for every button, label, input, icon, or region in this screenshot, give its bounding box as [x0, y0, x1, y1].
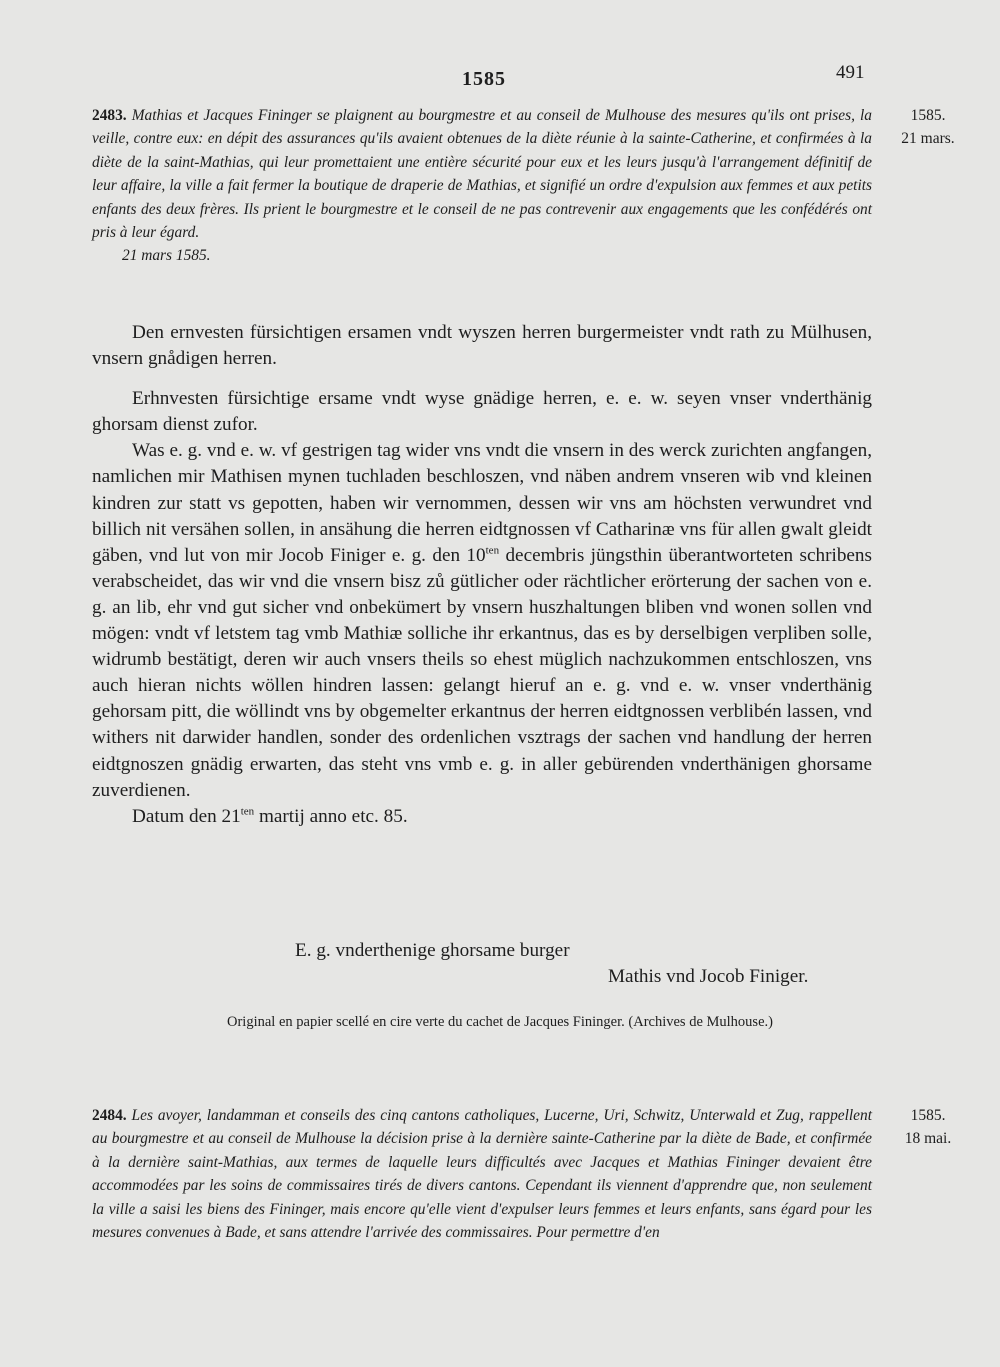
entry-2483-date-line: 21 mars 1585.	[122, 247, 211, 265]
entry-2484-margin-year: 1585.	[910, 1107, 946, 1124]
letter-datum-part1: Datum den 21	[132, 805, 241, 827]
letter-body-part2: decembris jüngsthin überantworteten schribens verabscheidet, das wir vnd die vnsern bisz zů gütlicher oder rächtlicher erörterung der sachen von e. g. an lib, ehr vnd gut sicher vnd onbekümert by vnsern huszhaltungen bliben vnd wonen sollen vnd mögen: vndt vf letstem tag vmb Mathiæ solliche ihr erkantnus, das es by derselbigen verpliben solle, widrumb bestätigt, deren wir auch vnsers theils so ehest müglich nachzukommen entschloszen, vns auch hieran nichts wöllen hindren lassen: gelangt hieruf an e. g. vnd e. w. vnser vnderthänig gehorsam pitt, die wöllindt vns by obgemelter erkantnus der herren eidtgnossen verblibén lassen, vnd withers nit darwider handlen, sonder des ordenlichen vsztrags der sachen vnd handlung der herren eidtgnoszen gnädig erwarten, das steht vns vmb e. g. in aller gebürenden vnderthänigen ghorsame zuverdienen.	[92, 544, 872, 801]
entry-2484-margin-date	[888, 1104, 968, 1150]
entry-2483-margin-date	[888, 104, 968, 150]
entry-2483-letter	[92, 320, 872, 830]
letter-body-part1: Was e. g. vnd e. w. vf gestrigen tag wider vns vndt die vnsern in des werck zurichten angfangen, namlichen mir Mathisen mynen tuchladen beschloszen, vnd näben andrem vnseren wib vnd kleinen kindren zur statt vs gepotten, haben wir vernommen, dessen wir vns am höchsten verwundret vnd billich nit versähen sollen, in ansähung die herren eidtgnossen vf Catharinæ vns für allen gwalt gleidt gäben, vnd lut von mir Jocob Finiger e. g. den 10	[92, 440, 872, 566]
letter-datum-superscript: ten	[240, 805, 255, 818]
signature-line-2: Mathis vnd Jocob Finiger.	[608, 966, 809, 987]
entry-2484-summary-text: Les avoyer, landamman et conseils des cinq cantons catholiques, Lucerne, Uri, Schwitz, Unterwald et Zug, rappellent au bourgmestre et au conseil de Mulhouse la décision prise à la dernière sainte-Catherine par la diète de Bade, et confirmée à la dernière saint-Mathias, aux termes de laquelle leurs difficultés avec Jacques et Mathias Fininger devaient être accommodées par les soins de commissaires tirés de divers cantons. Cependant ils viennent d'apprendre que, non seulement la ville a saisi les biens des Fininger, mais encore qu'elle vient d'expulser leurs femmes et leurs enfants, sans égard pour les mesures convenues à Bade, et sans attendre l'arrivée des commissaires. Pour permettre d'en	[92, 1107, 872, 1242]
letter-datum	[92, 804, 872, 830]
entry-2484-summary	[92, 1104, 872, 1244]
signature-line-1: E. g. vnderthenige ghorsame burger	[295, 940, 570, 961]
page-number: 491	[836, 62, 865, 83]
page-header-year: 1585	[462, 68, 506, 90]
source-note: Original en papier scellé en cire verte du cachet de Jacques Fininger. (Archives de Mulhouse.)	[227, 1014, 773, 1030]
entry-2483-summary	[92, 104, 872, 268]
letter-body	[92, 438, 872, 803]
letter-salutation: Erhnvesten fürsichtige ersame vndt wyse gnädige herren, e. e. w. seyen vnser vnderthänig ghorsam dienst zufor.	[92, 388, 872, 436]
entry-2484-margin-day: 18 mai.	[904, 1130, 952, 1147]
entry-2483-summary-text: Mathias et Jacques Fininger se plaignent au bourgmestre et au conseil de Mulhouse des mesures qu'ils ont prises, la veille, contre eux: en dépit des assurances qu'ils avaient obtenues de la diète réunie à la sainte-Catherine, et confirmées à la diète de la saint-Mathias, qui leur promettaient une entière sécurité pour eux et les leurs jusqu'à l'arrangement définitif de leur affaire, la ville a fait fermer la boutique de draperie de Mathias, et signifié un ordre d'expulsion aux femmes et aux petits enfants des deux frères. Ils prient le bourgmestre et le conseil de ne pas contrevenir aux engagements que les confédérés ont pris à leur égard.	[92, 107, 872, 242]
entry-2484-number: 2484.	[92, 1107, 127, 1124]
entry-2483-margin-year: 1585.	[910, 107, 946, 124]
entry-2483-margin-day: 21 mars.	[901, 130, 955, 147]
letter-address: Den ernvesten fürsichtigen ersamen vndt wyszen herren burgermeister vndt rath zu Mülhusen, vnsern gnådigen herren.	[92, 322, 872, 370]
letter-body-superscript: ten	[485, 544, 500, 557]
letter-datum-part2: martij anno etc. 85.	[254, 805, 408, 827]
entry-2483-number: 2483.	[92, 107, 127, 124]
